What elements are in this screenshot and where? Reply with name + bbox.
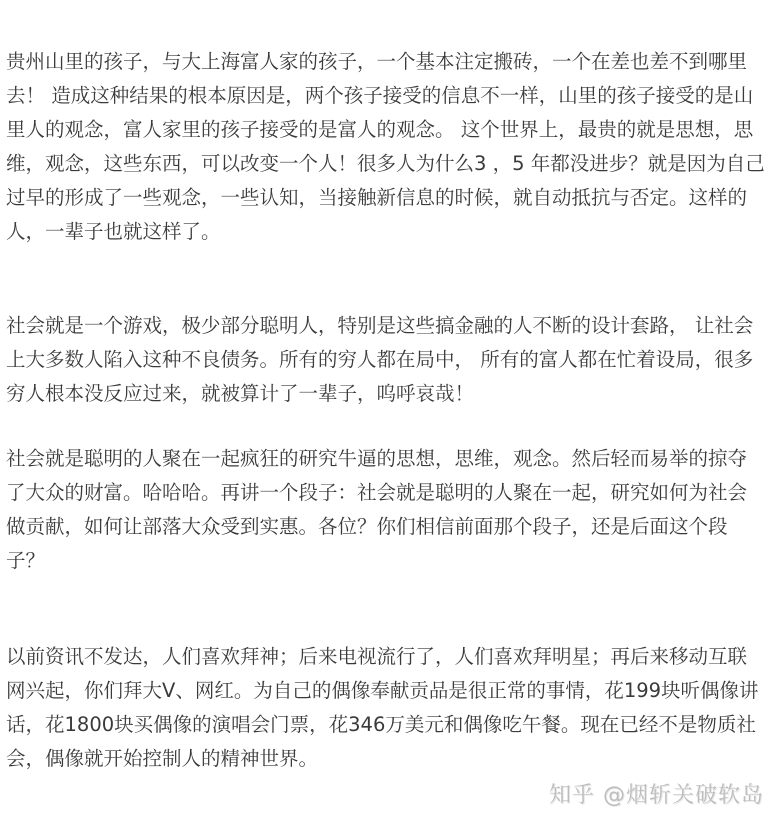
paragraph-line: 去！ 造成这种结果的根本原因是，两个孩子接受的信息不一样，山里的孩子接受的是山 — [6, 84, 754, 107]
paragraph-4 — [6, 640, 772, 776]
paragraph-line: 过早的形成了一些观念，一些认知，当接触新信息的时候，就自动抵抗与否定。这样的 — [6, 186, 748, 209]
paragraph-1 — [6, 45, 772, 249]
paragraph-line: 以前资讯不发达，人们喜欢拜神；后来电视流行了，人们喜欢拜明星；再后来移动互联 — [6, 645, 748, 668]
paragraph-line: 社会就是聪明的人聚在一起疯狂的研究牛逼的思想，思维，观念。然后轻而易举的掠夺 — [6, 447, 748, 470]
paragraph-2 — [6, 309, 772, 411]
zhihu-watermark: 知乎 @烟斩关破软岛 — [549, 783, 764, 808]
paragraph-line: 了大众的财富。哈哈哈。再讲一个段子：社会就是聪明的人聚在一起，研究如何为社会 — [6, 481, 748, 504]
paragraph-line: 上大多数人陷入这种不良债务。所有的穷人都在局中， 所有的富人都在忙着设局，很多 — [6, 348, 754, 371]
paragraph-line: 网兴起，你们拜大V、网红。为自己的偶像奉献贡品是很正常的事情，花199块听偶像讲 — [6, 679, 759, 702]
paragraph-line: 人，一辈子也就这样了。 — [6, 220, 221, 243]
paragraph-line: 穷人根本没反应过来，就被算计了一辈子，呜呼哀哉！ — [6, 382, 475, 405]
paragraph-line: 做贡献，如何让部落大众受到实惠。各位？你们相信前面那个段子，还是后面这个段 — [6, 515, 728, 538]
paragraph-line: 里人的观念，富人家里的孩子接受的是富人的观念。 这个世界上，最贵的就是思想，思 — [6, 118, 754, 141]
paragraph-line: 维，观念，这些东西，可以改变一个人！很多人为什么3 ，5 年都没进步？就是因为自己 — [6, 152, 765, 175]
paragraph-line: 话，花1800块买偶像的演唱会门票，花346万美元和偶像吃午餐。现在已经不是物质社 — [6, 713, 756, 736]
paragraph-line: 社会就是一个游戏，极少部分聪明人，特别是这些搞金融的人不断的设计套路， 让社会 — [6, 314, 754, 337]
paragraph-line: 贵州山里的孩子，与大上海富人家的孩子，一个基本注定搬砖，一个在差也差不到哪里 — [6, 50, 748, 73]
paragraph-3 — [6, 442, 772, 578]
paragraph-line: 会，偶像就开始控制人的精神世界。 — [6, 747, 319, 770]
paragraph-line: 子？ — [6, 549, 46, 572]
